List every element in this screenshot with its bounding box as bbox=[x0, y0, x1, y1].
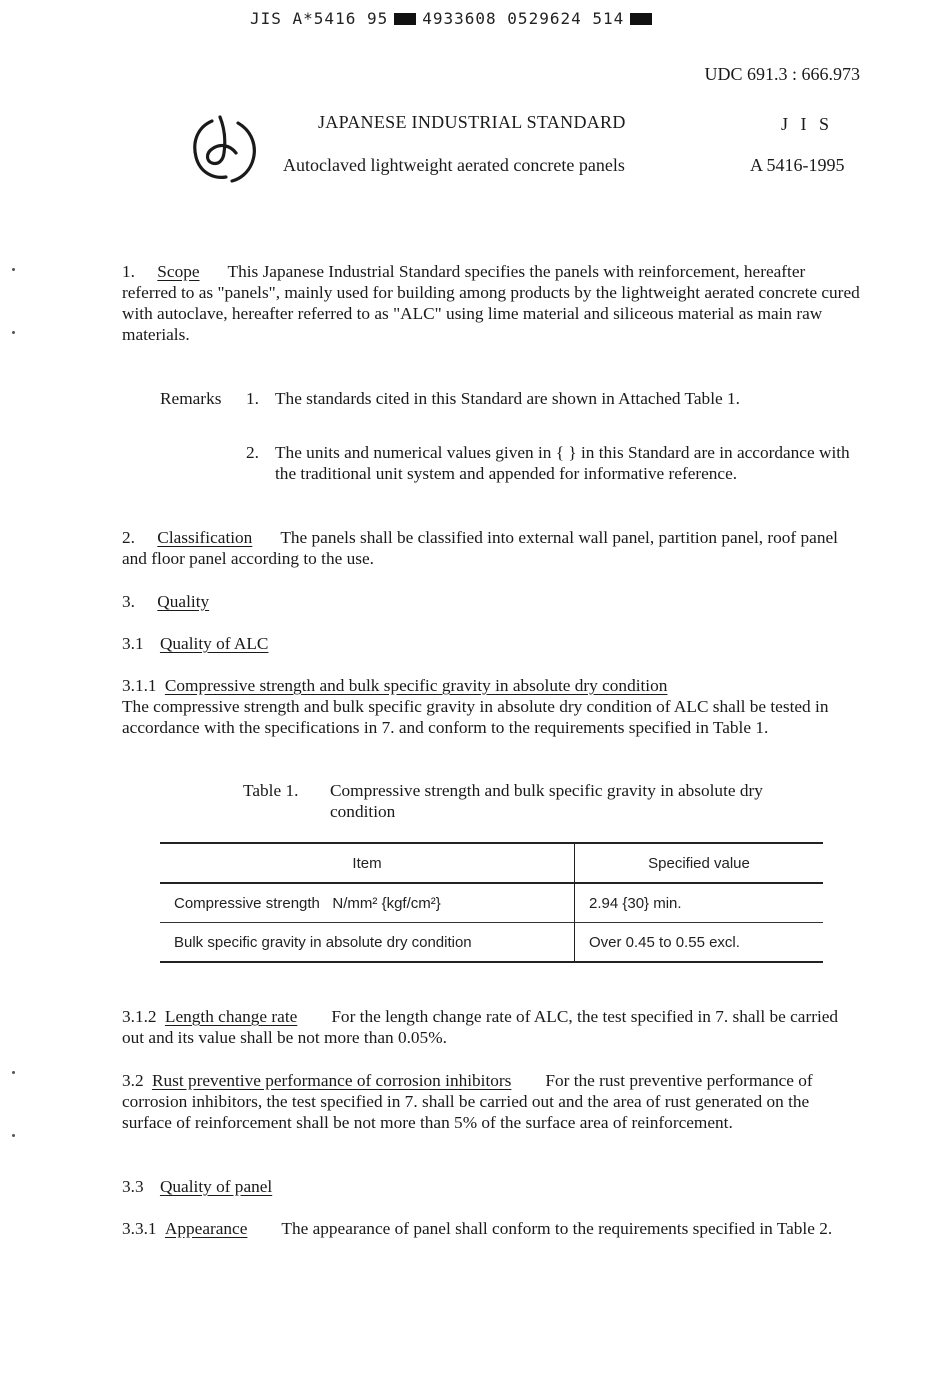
document-subject: Autoclaved lightweight aerated concrete panels bbox=[283, 155, 625, 175]
table-row bbox=[160, 883, 823, 923]
section-classification bbox=[122, 527, 862, 569]
section-text: The panels shall be classified into external wall panel, partition panel, roof panel and floor panel according to the use. bbox=[122, 528, 838, 568]
section-heading: Quality bbox=[157, 592, 210, 611]
section-heading: Classification bbox=[157, 528, 253, 547]
redaction-block bbox=[394, 13, 416, 25]
spec-table bbox=[160, 842, 823, 963]
table-title: Compressive strength and bulk specific gravity in absolute dry condition bbox=[330, 781, 763, 821]
scan-speck bbox=[12, 268, 15, 271]
section-quality bbox=[122, 591, 862, 612]
document-code-b: 4933608 0529624 514 bbox=[422, 9, 625, 28]
jis-logo-icon bbox=[190, 113, 260, 185]
section-text: For the rust preventive performance of corrosion inhibitors, the test specified in 7. shall be carried out and the area of rust generated on the surface of reinforcement shall be not more than 5% of the surface area of reinforcement. bbox=[122, 1071, 813, 1132]
section-heading: Length change rate bbox=[164, 1007, 298, 1026]
table-header-row bbox=[160, 843, 823, 883]
section-rust-preventive bbox=[122, 1070, 862, 1133]
section-heading: Appearance bbox=[164, 1219, 248, 1238]
section-text: The compressive strength and bulk specific gravity in absolute dry condition of ALC shall be tested in accordance with the specifications in 7. and conform to the requirements specified in Table 1. bbox=[122, 697, 829, 737]
column-header-item: Item bbox=[160, 843, 575, 883]
jis-mark: J I S bbox=[781, 114, 834, 134]
document-code-a: JIS A*5416 95 bbox=[250, 9, 389, 28]
section-text: This Japanese Industrial Standard specifies the panels with reinforcement, hereafter referred to as "panels", mainly used for building among products by the lightweight aerated concrete cured with autoclave, hereafter referred to as "ALC" using lime material and siliceous material as main raw materials. bbox=[122, 262, 860, 344]
table-cell-item: Compressive strength N/mm² {kgf/cm²} bbox=[160, 883, 575, 923]
section-text: For the length change rate of ALC, the test specified in 7. shall be carried out and its value shall be not more than 0.05%. bbox=[122, 1007, 839, 1047]
section-number: 1. bbox=[122, 262, 135, 281]
section-number: 3.2 bbox=[122, 1071, 144, 1090]
section-length-change bbox=[122, 1006, 862, 1048]
section-number: 3.1.1 bbox=[122, 676, 157, 695]
section-quality-panel bbox=[122, 1176, 862, 1197]
table-cell-value: 2.94 {30} min. bbox=[575, 883, 824, 923]
remark-text: The units and numerical values given in { } in this Standard are in accordance with the traditional unit system and appended for informative reference. bbox=[275, 443, 850, 483]
scan-speck bbox=[12, 331, 15, 334]
unit-label: N/mm² {kgf/cm²} bbox=[332, 894, 441, 912]
remarks-label: Remarks bbox=[160, 389, 222, 408]
section-heading: Quality of panel bbox=[159, 1177, 273, 1196]
section-number: 2. bbox=[122, 528, 135, 547]
column-header-specified-value: Specified value bbox=[575, 843, 824, 883]
section-heading: Compressive strength and bulk specific gravity in absolute dry condition bbox=[164, 676, 668, 695]
remark-item bbox=[246, 388, 866, 409]
table-row bbox=[160, 923, 823, 963]
scan-speck bbox=[12, 1071, 15, 1074]
standard-title: JAPANESE INDUSTRIAL STANDARD bbox=[318, 112, 626, 132]
section-heading: Scope bbox=[157, 262, 200, 281]
section-text: The appearance of panel shall conform to the requirements specified in Table 2. bbox=[281, 1219, 833, 1238]
scan-speck bbox=[12, 1134, 15, 1137]
document-code bbox=[250, 9, 652, 28]
table-number: Table 1. bbox=[243, 781, 299, 800]
remark-number: 1. bbox=[246, 389, 259, 408]
standard-number: A 5416-1995 bbox=[750, 155, 845, 175]
remark-number: 2. bbox=[246, 443, 259, 462]
section-heading: Rust preventive performance of corrosion inhibitors bbox=[151, 1071, 512, 1090]
table-cell-item: Bulk specific gravity in absolute dry condition bbox=[160, 923, 575, 963]
remark-item bbox=[246, 442, 866, 484]
table-caption bbox=[243, 780, 790, 822]
redaction-block bbox=[630, 13, 652, 25]
section-number: 3.1 bbox=[122, 634, 144, 653]
section-number: 3.3 bbox=[122, 1177, 144, 1196]
section-appearance bbox=[122, 1218, 862, 1239]
section-quality-alc bbox=[122, 633, 862, 654]
section-number: 3.1.2 bbox=[122, 1007, 157, 1026]
section-number: 3.3.1 bbox=[122, 1219, 157, 1238]
remark-text: The standards cited in this Standard are shown in Attached Table 1. bbox=[275, 389, 740, 408]
section-number: 3. bbox=[122, 592, 135, 611]
section-compressive-strength bbox=[122, 675, 862, 738]
section-scope bbox=[122, 261, 862, 345]
udc-code: UDC 691.3 : 666.973 bbox=[704, 64, 860, 84]
table-cell-value: Over 0.45 to 0.55 excl. bbox=[575, 923, 824, 963]
section-heading: Quality of ALC bbox=[159, 634, 269, 653]
